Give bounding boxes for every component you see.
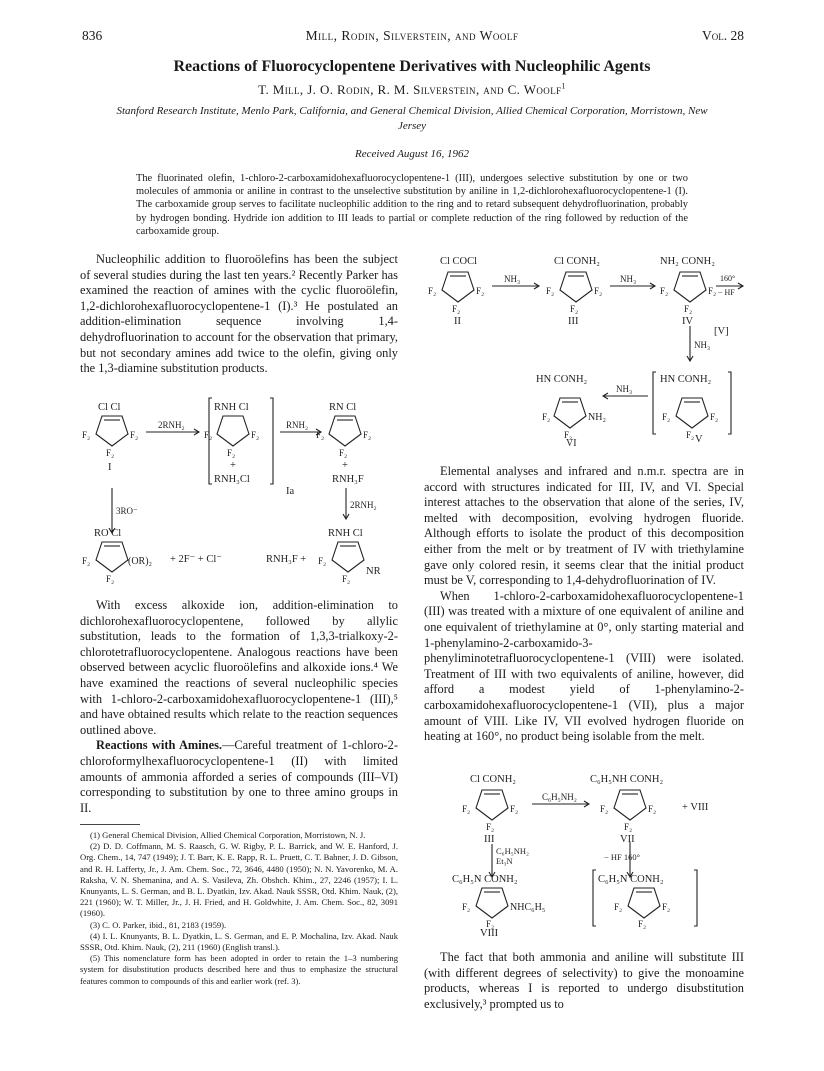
dialkoxy-group: (OR)₂ xyxy=(128,556,153,567)
F2-label: F₂ xyxy=(452,304,461,314)
compound-III-subs: Cl CONH₂ xyxy=(470,774,516,785)
F2-label: F₂ xyxy=(363,430,372,440)
footnote: (5) This nomenclature form has been adopted in order to retain the 1–3 numbering system for disubstitution products described here and thus to emphasize the structural features common to compounds of this and earlier work (ref. 3). xyxy=(80,953,398,986)
F2-label: F₂ xyxy=(564,430,573,440)
paragraph xyxy=(80,738,398,816)
scheme1-product-subs: RO Cl xyxy=(94,528,122,539)
F2-label: F₂ xyxy=(710,412,719,422)
right-closing-text xyxy=(424,950,744,1012)
amino-group: NH₂ xyxy=(588,412,606,423)
reagent-label: C₆H₅NH₂ xyxy=(496,846,529,856)
footnote-rule xyxy=(80,824,140,825)
F2-label: F₂ xyxy=(318,556,327,566)
reagent-label: NH₃ xyxy=(616,384,633,394)
F2-label: F₂ xyxy=(662,902,671,912)
paragraph: Elemental analyses and infrared and n.m.r. spectra are in accord with structures indicated for III, IV, and VI. Special interest attaches to the observation that alone of the series, IV, melted with decomposition, evolving hydrogen fluoride. Although efforts to isolate the product of this decomposition either from the melt or by treatment of IV with triethylamine gave only colored resin, it seems clear that the initial product must be V, corresponding to 1,4-dehydrofluorination of IV. xyxy=(424,464,744,588)
paragraph-text: —Careful treatment of 1-chloro-2-chloroformylhexafluorocyclopentene-1 (II) with limited amounts of ammonia afforded a series of compounds (III–VI) corresponding to substitution by one to three amino groups in II. xyxy=(80,738,399,815)
plus-VIII: + VIII xyxy=(682,802,709,813)
F2-label: F₂ xyxy=(684,304,693,314)
reagent-label: RNH₂ xyxy=(286,420,309,430)
footnote: (4) I. L. Knunyants, B. L. Dyatkin, L. S. German, and E. P. Mochalina, Izv. Akad. Nauk SSSR, Otd. Khim. Nauk, (2), 211 (1960) (English transl.). xyxy=(80,930,398,953)
F2-label: F₂ xyxy=(462,902,471,912)
authors-text: T. Mill, J. O. Rodin, R. M. Silverstein, and C. Woolf xyxy=(258,82,562,97)
F2-label: F₂ xyxy=(546,286,555,296)
compound-III-subs: Cl CONH₂ xyxy=(554,256,600,267)
F2-label: F₂ xyxy=(542,412,551,422)
section-heading: Reactions with Amines. xyxy=(96,738,222,753)
page-number: 836 xyxy=(82,28,103,43)
received-date: Received August 16, 1962 xyxy=(354,148,470,160)
F2-label: F₂ xyxy=(594,286,603,296)
abstract: The fluorinated olefin, 1-chloro-2-carboxamidohexafluorocyclopentene-1 (III), undergoes selective substitution by one or two molecules of ammonia or aniline in contrast to the unselective substitution by aniline in 1,2-dichlorohexafluorocyclopentene-1 (I). The carboxamide group serves to facilitate nucleophilic addition to the ring and to retard subsequent dehydrofluorination, probably by hydrogen bonding. Hydride ion addition to III leads to partial or complete reduction of the ring followed by reduction of the carboxamide group. xyxy=(136,173,688,237)
byproduct-ions: + 2F⁻ + Cl⁻ xyxy=(170,554,222,565)
F2-label: F₂ xyxy=(204,430,213,440)
right-body-text xyxy=(424,464,744,745)
ammonium-salt: RNH₃Cl xyxy=(214,474,250,485)
left-body-text xyxy=(80,598,398,816)
footnotes xyxy=(80,830,398,987)
footnote: (3) C. O. Parker, ibid., 81, 2183 (1959). xyxy=(90,919,227,930)
F2-label: F₂ xyxy=(82,556,91,566)
ammonium-salt: RNH₃F xyxy=(332,474,364,485)
compound-VII-subs: C₆H₅NH CONH₂ xyxy=(590,774,664,785)
compound-label-I: I xyxy=(108,462,112,473)
hf-elimination-label: − HF xyxy=(718,288,735,297)
compound-label-VIII: VIII xyxy=(480,928,499,939)
F2-label: F₂ xyxy=(486,919,495,929)
reagent-label: 2RNH₂ xyxy=(350,500,377,510)
F2-label: F₂ xyxy=(428,286,437,296)
F2-label: F₂ xyxy=(82,430,91,440)
scheme1-I-substituents: Cl Cl xyxy=(98,402,121,413)
paragraph: Nucleophilic addition to fluoroölefins has been the subject of several studies during the last ten years.² Recently Parker has examined the reaction of amines with the cyclic fluoroölefin, 1,2-dichlorohexafluorocyclopentene-1 (I).³ He postulated an addition-elimination sequence involving 1,4-dehydrofluorination to account for the observation that primary, but not secondary amines add twice to the olefin, giving only the 1,3-diamine substitution products. xyxy=(80,252,398,376)
reagent-label: NH₃ xyxy=(694,340,711,350)
scheme1-diamine-subs: RNH Cl xyxy=(328,528,363,539)
affiliation: Stanford Research Institute, Menlo Park, California, and General Chemical Division, Allied Chemical Corporation, Morristown, New Jersey xyxy=(116,105,708,132)
compound-label-VII: VII xyxy=(620,834,635,845)
F2-label: F₂ xyxy=(686,430,695,440)
F2-label: F₂ xyxy=(708,286,717,296)
F2-label: F₂ xyxy=(476,286,485,296)
hf-elimination-label: − HF 160° xyxy=(604,852,641,862)
phenylamino-group: NHC₆H₅ xyxy=(510,902,546,913)
compound-label-IV: IV xyxy=(682,316,694,327)
bracket-compound-subs: C₆H₅N CONH₂ xyxy=(598,874,664,885)
F2-label: F₂ xyxy=(648,804,657,814)
F2-label: F₂ xyxy=(624,822,633,832)
temperature-label: 160° xyxy=(720,274,736,283)
compound-II-subs: Cl COCl xyxy=(440,256,478,267)
compound-VI-subs: HN CONH₂ xyxy=(536,374,588,385)
reagent-label: C₆H₅NH₂ xyxy=(542,792,577,802)
F2-label: F₂ xyxy=(251,430,260,440)
F2-label: F₂ xyxy=(227,448,236,458)
F2-label: F₂ xyxy=(638,919,647,929)
reagent-label: 3RO⁻ xyxy=(116,506,138,516)
scheme-ammonia-series xyxy=(424,248,746,446)
F2-label: F₂ xyxy=(462,804,471,814)
compound-IV-subs: NH₂ CONH₂ xyxy=(660,256,715,267)
author-list xyxy=(0,82,824,98)
F2-label: F₂ xyxy=(570,304,579,314)
paragraph: When 1-chloro-2-carboxamidohexafluorocyclopentene-1 (III) was treated with a mixture of one equivalent of aniline and one equivalent of triethylamine at 0°, only starting material and 1-phenylamino-2-carboxamido-3-phenyliminotetrafluorocyclopentene-1 (VIII) were isolated. Treatment of III with two equivalents of aniline, however, did afford a modest yield of 1-phenylamino-2-carboxamidohexafluorocyclopentene-1 (VII), plus a major amount of VIII. Like IV, VII evolved hydrogen fluoride on heating at 160°, no product being isolable from the melt. xyxy=(424,588,744,744)
F2-label: F₂ xyxy=(660,286,669,296)
reagent-label: Et₃N xyxy=(496,856,513,866)
paragraph: With excess alkoxide ion, addition-elimination to dichlorohexafluorocyclopentene, followed by allylic substitution, leads to the formation of 1,3,3-trialkoxy-2-chlorotetrafluorocyclopentene. Analogous reactions have been observed between acyclic fluoroölefins and alkoxide ions.⁴ We have examined the reactions of several nucleophilic species with 1-chloro-2-carboxamidohexafluorocyclopentene-1 (III),⁵ and have obtained results which relate to the reaction sequences outlined above. xyxy=(80,598,398,737)
bracket-label-V: [V] xyxy=(714,326,729,337)
scheme-amine-addition xyxy=(80,392,400,590)
reagent-label: NH₃ xyxy=(620,274,637,284)
scheme1-imine-subs: RN Cl xyxy=(329,402,357,413)
ammonium-fluoride: RNH₃F + xyxy=(266,554,307,565)
imine-group: NR xyxy=(366,566,381,577)
compound-label-VI: VI xyxy=(566,438,577,446)
reagent-label: NH₃ xyxy=(504,274,521,284)
F2-label: F₂ xyxy=(106,448,115,458)
compound-label-V: V xyxy=(695,434,703,445)
F2-label: F₂ xyxy=(614,902,623,912)
compound-VIII-subs: C₆H₅N CONH₂ xyxy=(452,874,518,885)
compound-label-III: III xyxy=(568,316,579,327)
author-footnote-mark: 1 xyxy=(561,81,566,91)
F2-label: F₂ xyxy=(339,448,348,458)
scheme-aniline-series xyxy=(424,766,746,930)
F2-label: F₂ xyxy=(316,430,325,440)
F2-label: F₂ xyxy=(106,574,115,584)
scheme1-intermediate-subs: RNH Cl xyxy=(214,402,249,413)
F2-label: F₂ xyxy=(662,412,671,422)
reagent-label: 2RNH₂ xyxy=(158,420,185,430)
left-intro-paragraph xyxy=(80,252,398,377)
plus-sign: + xyxy=(230,460,236,471)
article-title: Reactions of Fluorocyclopentene Derivatives with Nucleophilic Agents xyxy=(173,58,651,75)
paragraph: The fact that both ammonia and aniline will substitute III (with different degrees of selectivity) to give the monoamine products, whereas I is reported to undergo disubstitution exclusively,³ prompted us to xyxy=(424,950,744,1011)
compound-label-III: III xyxy=(484,834,495,845)
footnote: (1) General Chemical Division, Allied Chemical Corporation, Morristown, N. J. xyxy=(90,830,366,840)
plus-sign: + xyxy=(342,460,348,471)
F2-label: F₂ xyxy=(130,430,139,440)
F2-label: F₂ xyxy=(342,574,351,584)
F2-label: F₂ xyxy=(600,804,609,814)
compound-label-II: II xyxy=(454,316,461,327)
F2-label: F₂ xyxy=(510,804,519,814)
running-title: Mill, Rodin, Silverstein, and Woolf xyxy=(305,28,519,43)
footnote: (2) D. D. Coffmann, M. S. Raasch, G. W. Rigby, P. L. Barrick, and W. E. Hanford, J. Org. Chem., 14, 747 (1949); J. T. Barr, K. E. Rapp, R. L. Pruett, C. T. Bahner, J. D. Gibson, and R. H. Lafferty, Jr., J. Am. Chem. Soc., 72, 3646, 4480 (1950); N. N. Yavorenko, M. A. Raksha, V. N. Shemanina, and A. S. Vasileva, Zh. Obshch. Khim., 27, 2246 (1957); I. L. Knunyants, L. S. German, and B. L. Dyatkin, Izv. Akad. Nauk SSSR, Otd. Khim. Nauk, (2), 221 (1960); W. T. Miller, Jr., J. H. Fried, and H. Goldwhite, J. Am. Chem. Soc., 82, 3091 (1960). xyxy=(80,841,398,919)
F2-label: F₂ xyxy=(486,822,495,832)
compound-V-subs: HN CONH₂ xyxy=(660,374,712,385)
volume-number: Vol. 28 xyxy=(702,28,744,43)
compound-label-Ia: Ia xyxy=(286,486,295,497)
